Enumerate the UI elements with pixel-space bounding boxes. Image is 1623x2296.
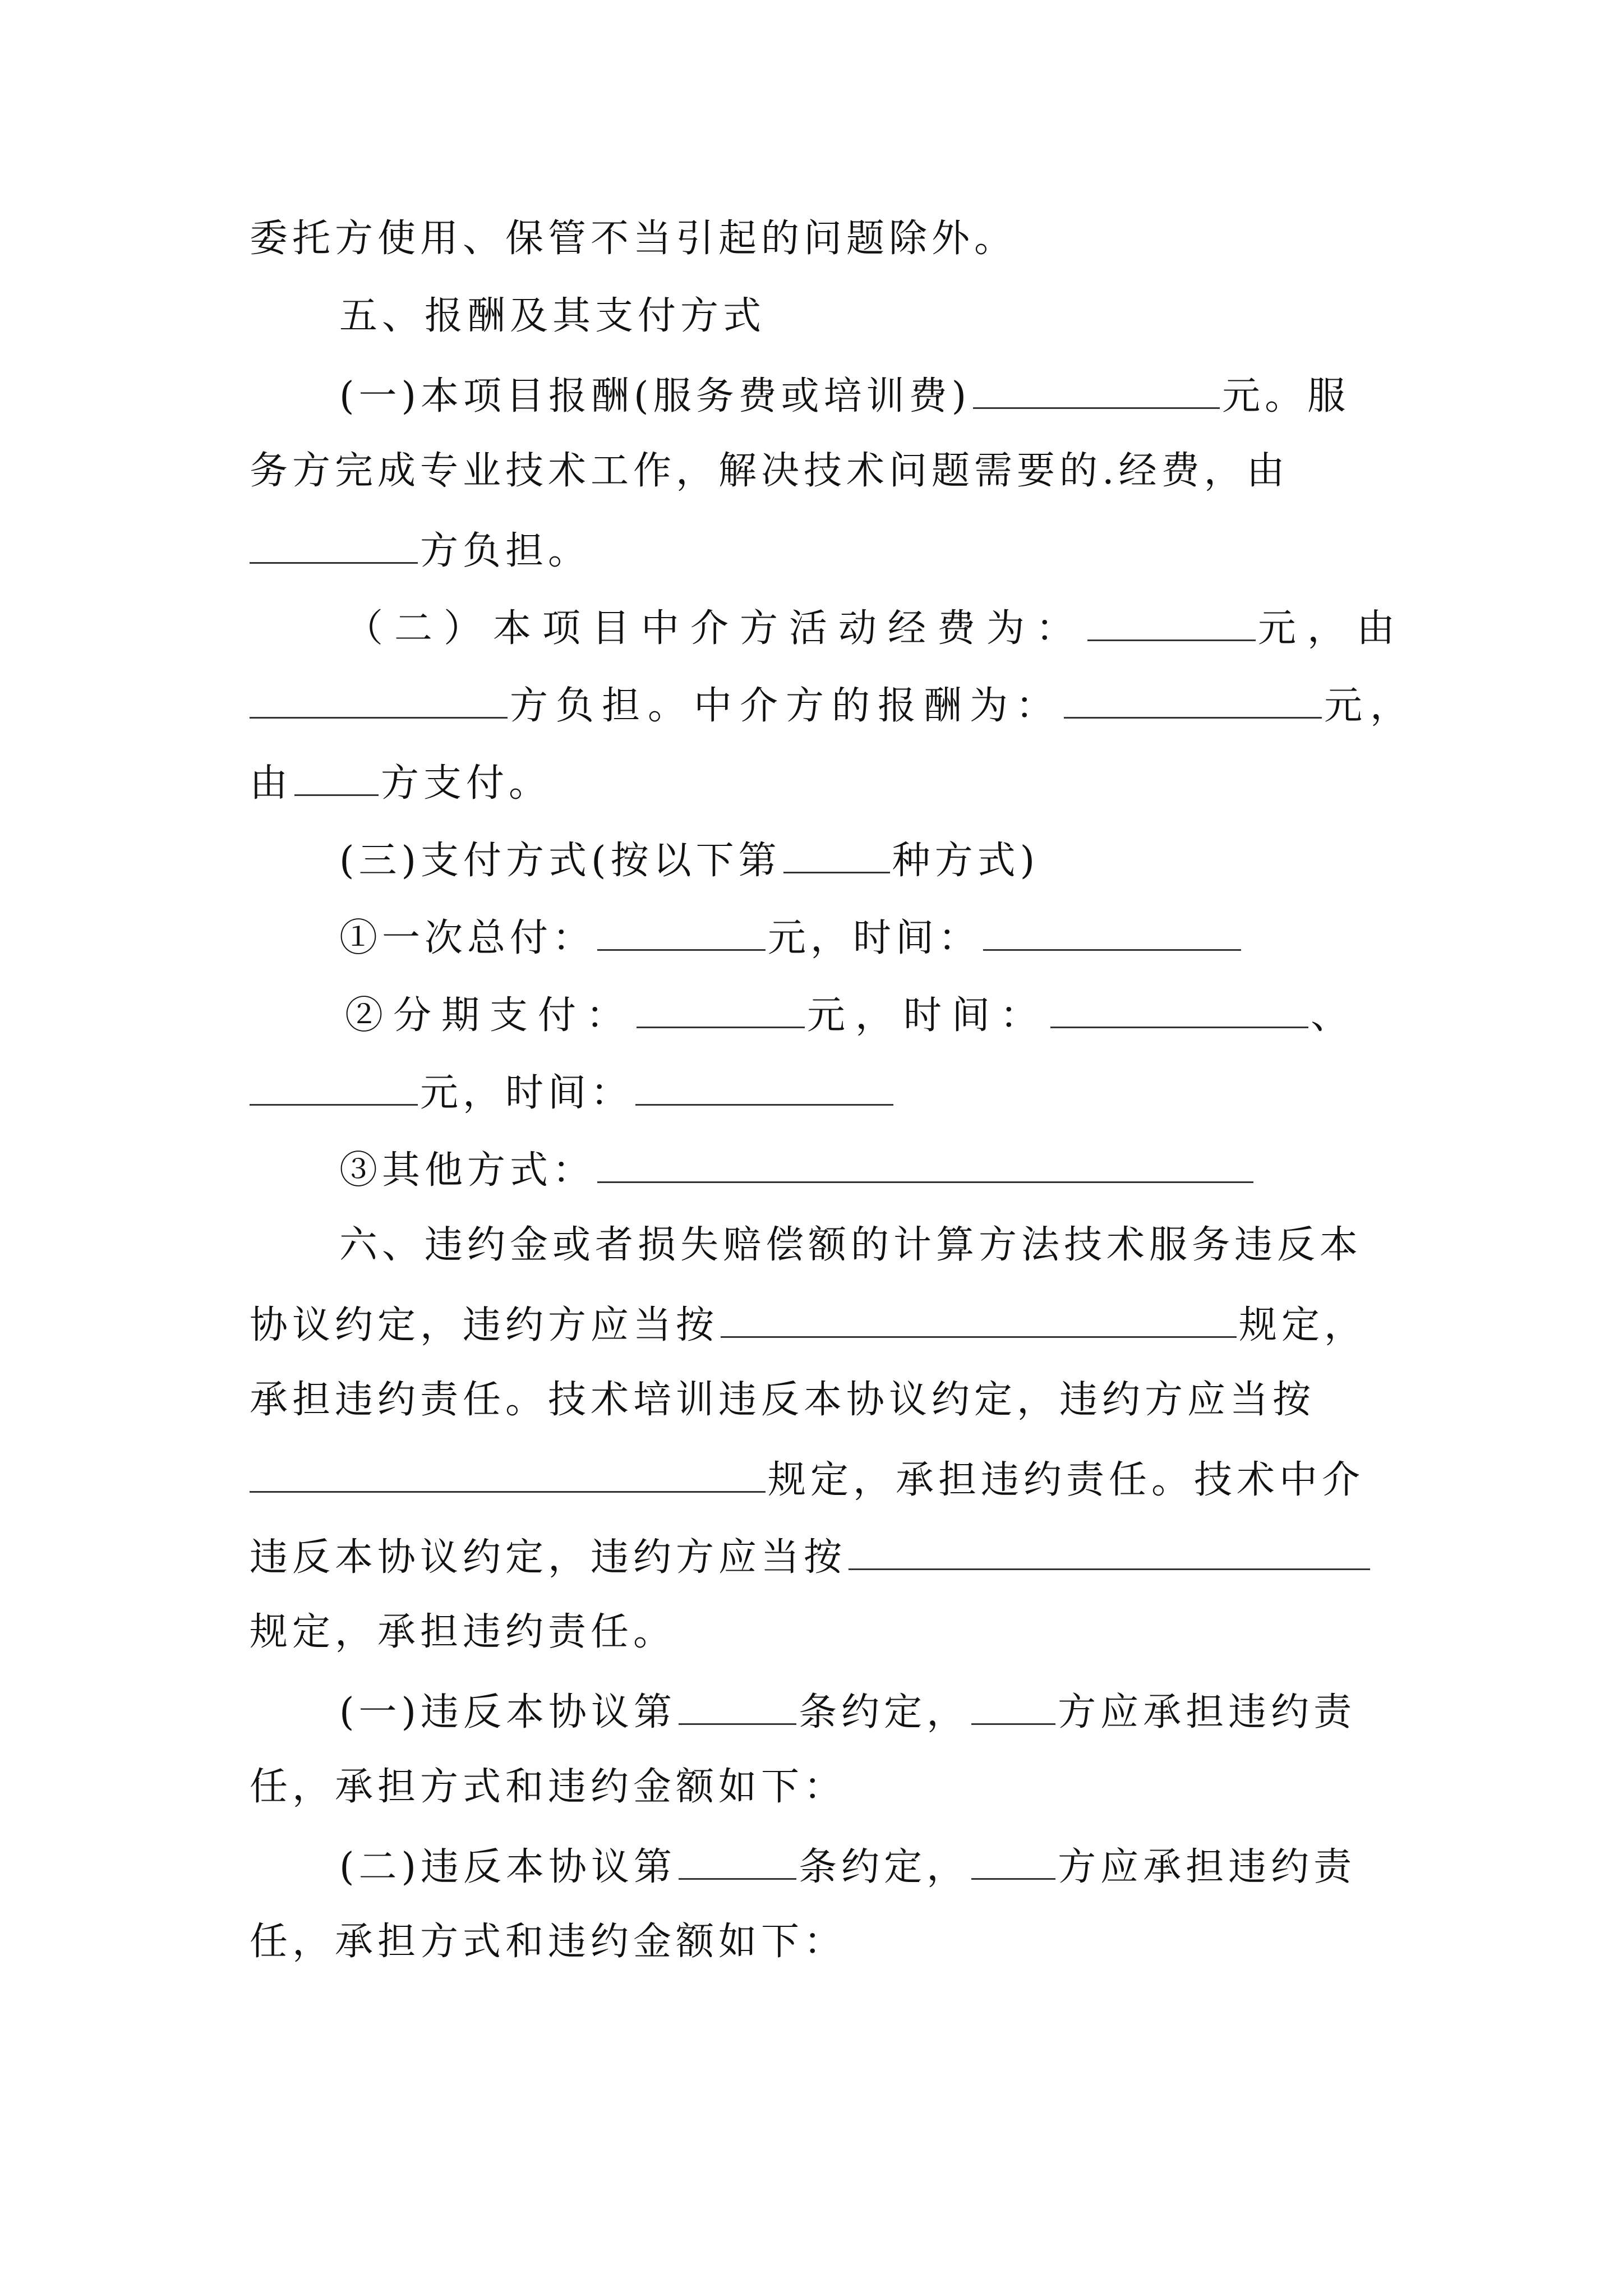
fill-blank[interactable] (250, 1458, 766, 1493)
text-line (250, 1071, 896, 1115)
fill-blank[interactable] (294, 762, 379, 796)
text-line (339, 1691, 1356, 1732)
text-line (250, 1535, 1372, 1580)
clause-text: 规定，承担违约责任。 (250, 1610, 676, 1654)
clause-text: 务方完成专业技术工作，解决技术问题需要的.经费，由 (250, 449, 1289, 493)
fill-blank[interactable] (1050, 994, 1308, 1028)
clause-text: 规定， (1239, 1303, 1367, 1347)
clause-text: 由 (250, 761, 293, 806)
fill-blank[interactable] (971, 1846, 1055, 1880)
clause-text: 规定，承担违约责任。技术中介 (768, 1458, 1365, 1502)
clause-text: 元，由 (1258, 606, 1407, 651)
text-line (339, 917, 1243, 958)
text-line (250, 684, 1417, 728)
text-line (250, 449, 1289, 493)
clause-text: 、 (1311, 993, 1359, 1038)
clause-text: 任，承担方式和违约金额如下： (250, 1765, 847, 1809)
fill-blank[interactable] (971, 1691, 1055, 1725)
fill-blank[interactable] (250, 530, 418, 564)
text-line (339, 1846, 1356, 1887)
clause-text: (一)本项目报酬(服务费或培训费) (339, 374, 971, 418)
clause-text: 种方式) (892, 839, 1040, 883)
text-line (345, 606, 1407, 651)
text-line (250, 1610, 676, 1654)
clause-text: 方支付。 (381, 761, 552, 806)
fill-blank[interactable] (635, 1071, 893, 1106)
fill-blank[interactable] (983, 917, 1241, 951)
clause-text: (二)违反本协议第 (339, 1845, 677, 1889)
text-line (250, 1378, 1316, 1422)
fill-blank[interactable] (1087, 607, 1256, 641)
clause-text: 方应承担违约责 (1058, 1690, 1357, 1734)
text-line (339, 1148, 1256, 1193)
clause-text: ②分期支付： (345, 993, 635, 1038)
clause-text: 违反本协议约定，违约方应当按 (250, 1535, 847, 1580)
clause-text: 元，时间： (420, 1071, 634, 1115)
clause-text: 方负担。 (420, 529, 591, 573)
clause-text: ①一次总付： (339, 916, 596, 960)
clause-text: 方应承担违约责 (1058, 1845, 1357, 1889)
fill-blank[interactable] (679, 1846, 796, 1880)
clause-text: (一)违反本协议第 (339, 1690, 677, 1734)
text-line (250, 761, 552, 806)
clause-text: 任，承担方式和违约金额如下： (250, 1920, 847, 1964)
text-line (339, 839, 1040, 883)
fill-blank[interactable] (637, 994, 805, 1028)
fill-blank[interactable] (721, 1304, 1237, 1338)
text-line (250, 1765, 847, 1809)
fill-blank[interactable] (597, 1149, 1253, 1183)
clause-text: 六、违约金或者损失赔偿额的计算方法技术服务违反本 (339, 1223, 1363, 1267)
clause-text: 协议约定，违约方应当按 (250, 1303, 719, 1347)
text-line (250, 1920, 847, 1964)
fill-blank[interactable] (250, 684, 508, 719)
clause-text: 元。服 (1222, 374, 1350, 418)
text-line (339, 375, 1350, 416)
fill-blank[interactable] (783, 839, 890, 873)
clause-text: (三)支付方式(按以下第 (339, 839, 781, 883)
section-heading (339, 294, 766, 338)
fill-blank[interactable] (1064, 684, 1322, 719)
clause-text: 方负担。中介方的报酬为： (510, 684, 1062, 728)
clause-text: 承担违约责任。技术培训违反本协议约定，违约方应当按 (250, 1378, 1316, 1422)
clause-text: 条约定， (799, 1690, 970, 1734)
text-line (345, 993, 1359, 1038)
text-line (250, 529, 591, 573)
text-line (250, 1304, 1367, 1345)
fill-blank[interactable] (250, 1071, 418, 1106)
text-line (250, 1458, 1365, 1502)
fill-blank[interactable] (973, 375, 1220, 409)
fill-blank[interactable] (597, 917, 766, 951)
paragraph-text: 委托方使用、保管不当引起的问题除外。 (250, 217, 1017, 261)
clause-text: 元，时间： (807, 993, 1049, 1038)
clause-text: 条约定， (799, 1845, 970, 1889)
clause-text: （二）本项目中介方活动经费为： (345, 606, 1086, 651)
section-heading-text: 五、报酬及其支付方式 (339, 294, 766, 338)
clause-text: 元， (1324, 684, 1417, 728)
clause-text: ③其他方式： (339, 1148, 596, 1193)
text-line (250, 217, 1017, 261)
clause-text: 元，时间： (768, 916, 981, 960)
fill-blank[interactable] (849, 1536, 1370, 1570)
text-line (339, 1223, 1363, 1267)
fill-blank[interactable] (679, 1691, 796, 1725)
